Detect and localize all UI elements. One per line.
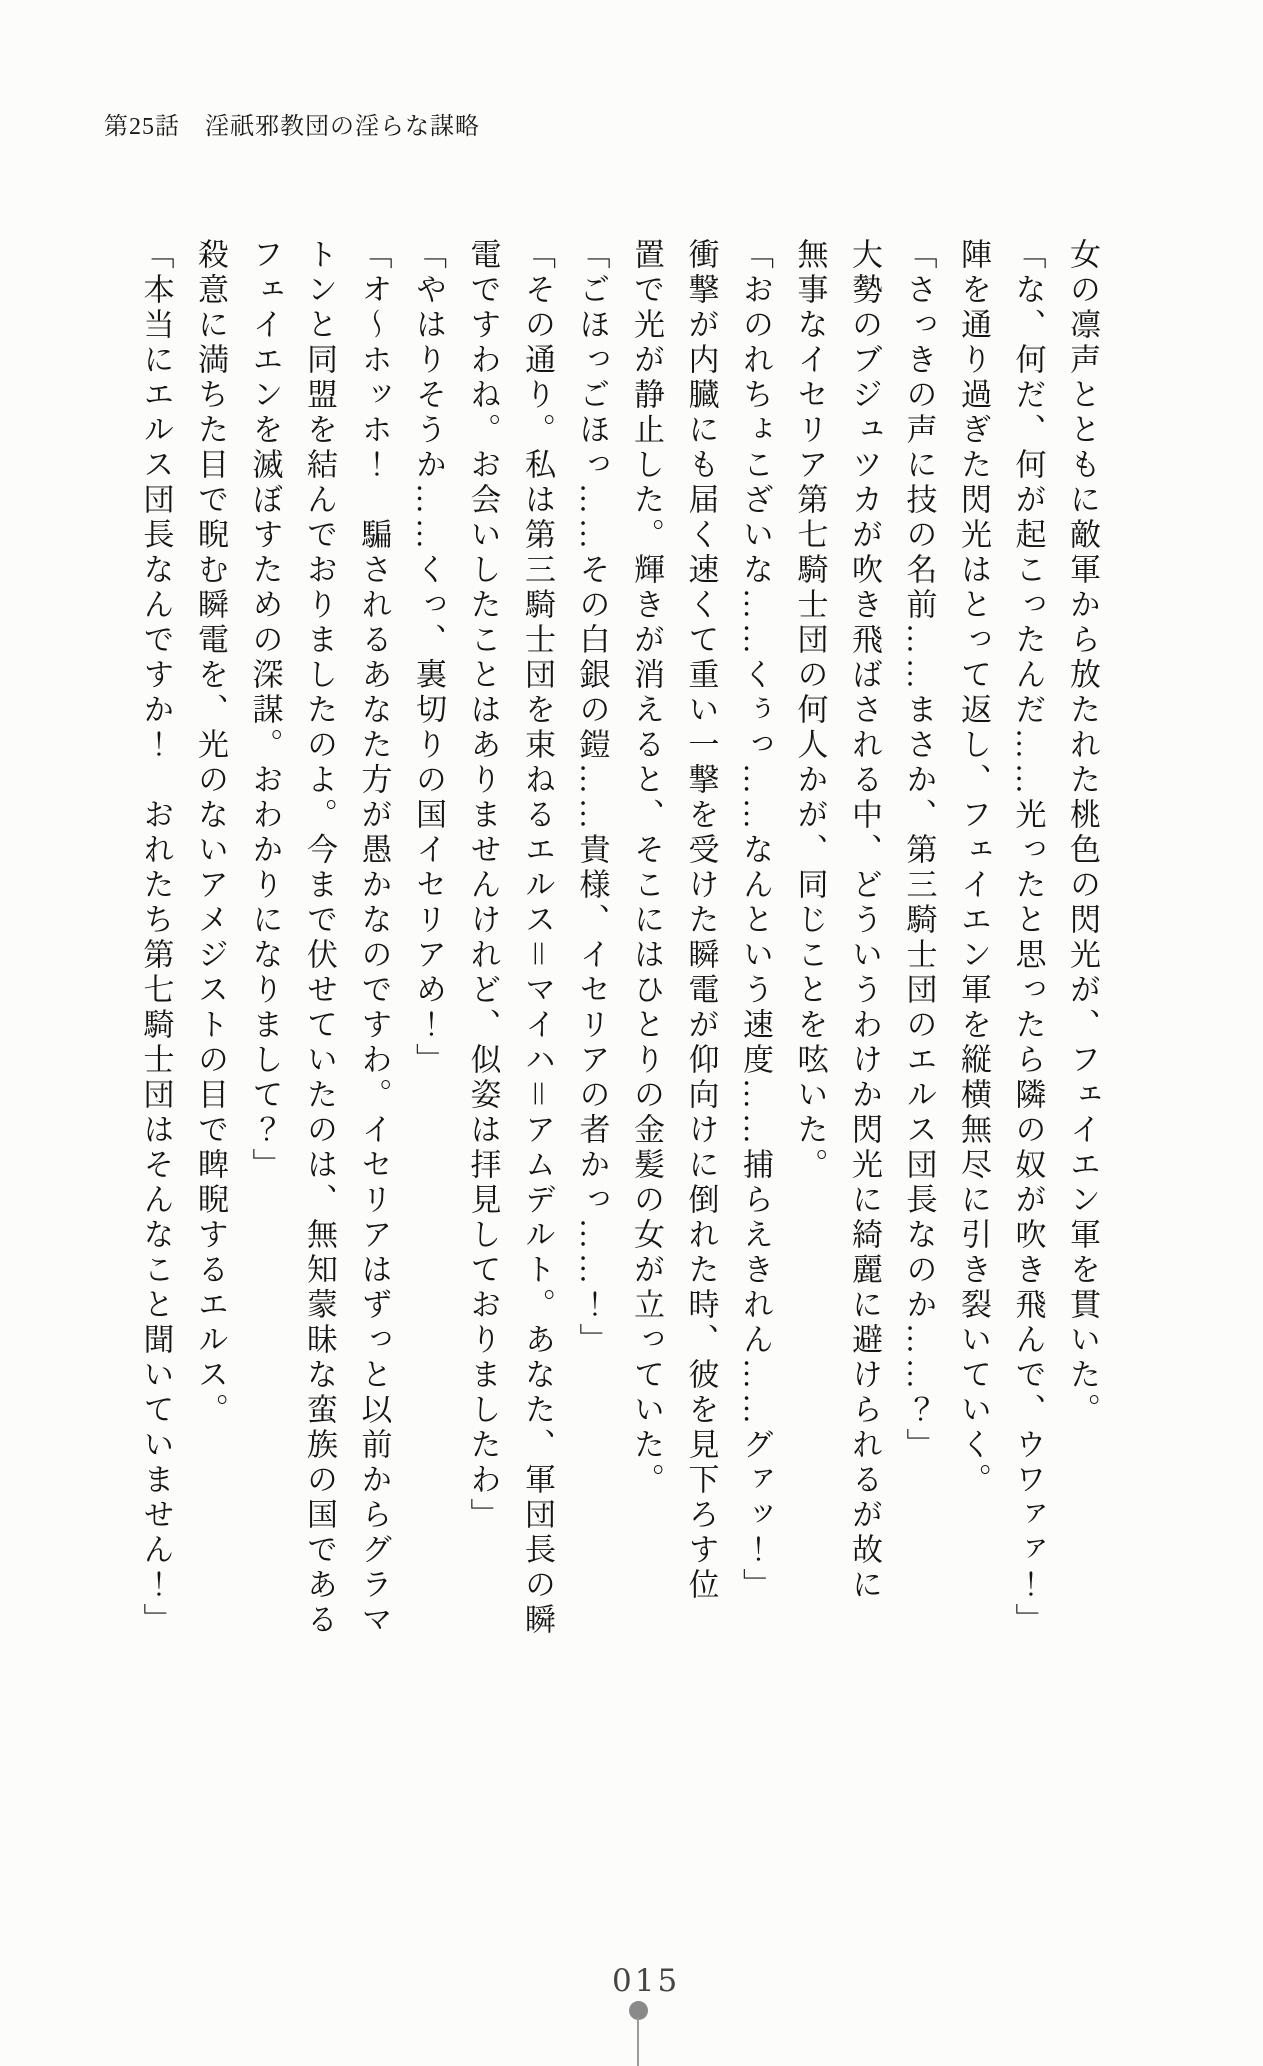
text-line: 衝撃が内臓にも届く速くて重い一撃を受けた瞬電が仰向けに倒れた時、彼を見下ろす位	[683, 238, 719, 1603]
body-text	[128, 238, 1109, 1698]
text-line: 「オ〜ホッホ！ 騙されるあなた方が愚かなのですわ。イセリアはずっと以前からグラマ	[356, 238, 392, 1638]
text-line: 「やはりそうか……くっ、裏切りの国イセリアめ！」	[411, 238, 446, 1078]
footer-line-ornament	[637, 2018, 639, 2066]
text-line: 電ですわね。お会いしたことはありませんけれど、似姿は拝見しておりましたわ」	[465, 238, 501, 1533]
text-line: 無事なイセリア第七騎士団の何人かが、同じことを呟いた。	[792, 238, 828, 1183]
text-line: 「おのれちょこざいな……くぅっ……なんという速度……捕らえきれん……グァッ！」	[738, 238, 773, 1603]
text-line: 女の凛声とともに敵軍から放たれた桃色の閃光が、フェイエン軍を貫いた。	[1065, 238, 1100, 1428]
text-line: 「その通り。私は第三騎士団を束ねるエルス＝マイハ＝アムデルト。あなた、軍団長の瞬	[520, 238, 555, 1638]
text-line: トンと同盟を結んでおりましたのよ。今まで伏せていたのは、無知蒙昧な蛮族の国である	[302, 238, 337, 1638]
text-line: 「な、何だ、何が起こったんだ……光ったと思ったら隣の奴が吹き飛んで、ウワァァ！」	[1010, 238, 1046, 1638]
text-line: フェイエンを滅ぼすための深謀。おわかりになりまして？」	[247, 238, 283, 1183]
text-line: 「ごほっごほっ……その白銀の鎧……貴様、イセリアの者かっ……！」	[574, 238, 610, 1358]
text-line: 殺意に満ちた目で睨む瞬電を、光のないアメジストの目で睥睨するエルス。	[193, 238, 228, 1428]
text-line: 「本当にエルス団長なんですか！ おれたち第七騎士団はそんなこと聞いていません！」	[138, 238, 174, 1638]
page-number: 015	[612, 1963, 681, 1999]
text-line: 大勢のブジュツカが吹き飛ばされる中、どういうわけか閃光に綺麗に避けられるが故に	[847, 238, 882, 1603]
chapter-header: 第25話 淫祇邪教団の淫らな謀略	[104, 114, 480, 140]
text-line: 置で光が静止した。輝きが消えると、そこにはひとりの金髪の女が立っていた。	[629, 238, 664, 1498]
text-line: 「さっきの声に技の名前……まさか、第三騎士団のエルス団長なのか……？」	[901, 238, 937, 1463]
text-line: 陣を通り過ぎた閃光はとって返し、フェイエン軍を縦横無尽に引き裂いていく。	[956, 238, 991, 1498]
